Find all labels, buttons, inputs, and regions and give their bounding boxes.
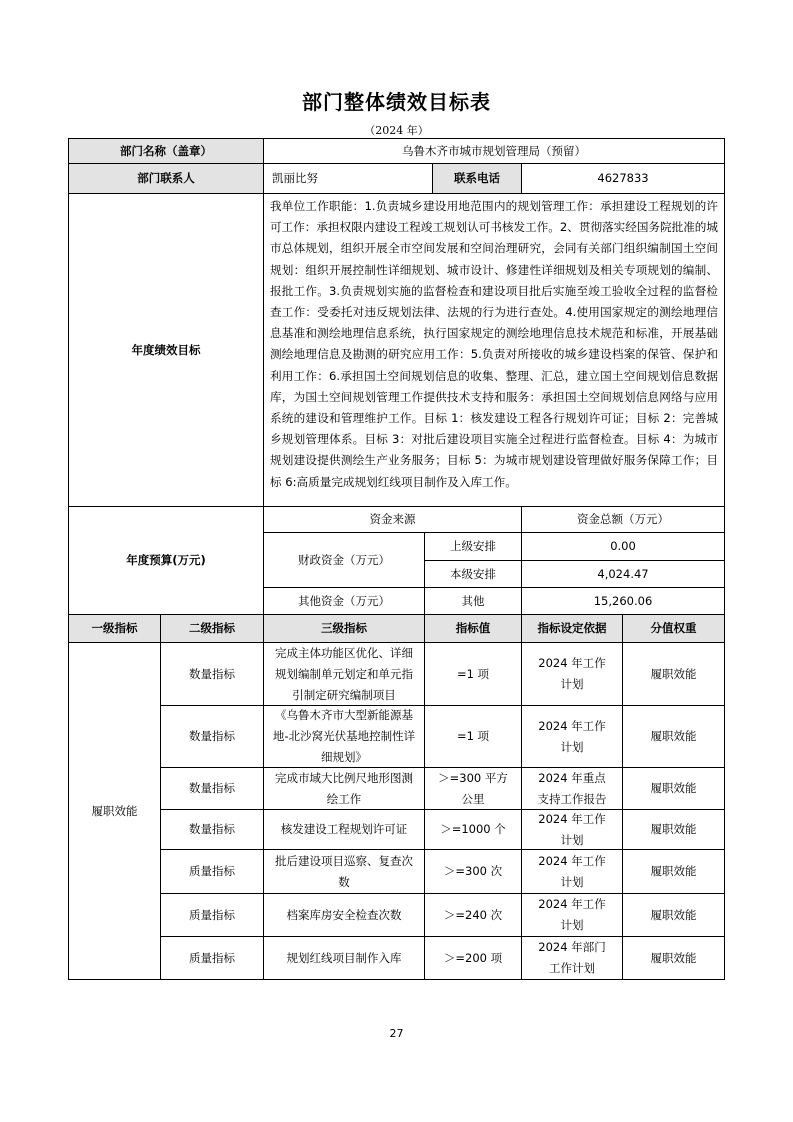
table-row-l3: 核发建设工程规划许可证 (263, 809, 425, 850)
budget-other-label: 其他资金（万元） (263, 587, 425, 615)
budget-source-header: 资金来源 (263, 506, 522, 533)
budget-upper-value: 0.00 (521, 532, 725, 561)
table-row-l2: 数量指标 (160, 809, 264, 850)
indicator-header-weight: 分值权重 (622, 614, 725, 643)
goal-text (263, 193, 725, 507)
table-row-l2: 质量指标 (160, 936, 264, 980)
table-row-weight: 履职效能 (622, 809, 725, 850)
goal-label: 年度绩效目标 (68, 193, 264, 507)
table-row-basis: 2024 年工作计划 (521, 893, 623, 937)
table-row-value: ＞=300 次 (424, 849, 522, 894)
budget-label: 年度预算(万元) (68, 506, 264, 615)
table-row-l2: 质量指标 (160, 849, 264, 894)
contact-label: 部门联系人 (68, 163, 264, 194)
page-number: 27 (389, 1027, 404, 1040)
table-row-weight: 履职效能 (622, 767, 725, 810)
dept-name-label: 部门名称（盖章） (68, 138, 264, 164)
indicator-header-basis: 指标设定依据 (521, 614, 623, 643)
indicator-level1: 履职效能 (68, 642, 161, 980)
budget-other-value: 15,260.06 (521, 587, 725, 615)
contact-value: 凯丽比努 (263, 163, 433, 194)
table-row-l3: 完成主体功能区优化、详细规划编制单元划定和单元指引制定研究编制项目 (263, 642, 425, 706)
table-row-l3: 批后建设项目巡察、复查次数 (263, 849, 425, 894)
table-row-weight: 履职效能 (622, 642, 725, 706)
indicator-header-l1: 一级指标 (68, 614, 161, 643)
budget-other-sub: 其他 (424, 587, 522, 615)
table-row-basis: 2024 年工作计划 (521, 642, 623, 706)
page-title: 部门整体绩效目标表 (302, 90, 491, 114)
table-row-value: ＞=1000 个 (424, 809, 522, 850)
table-row-value: =1 项 (424, 642, 522, 706)
budget-upper-label: 上级安排 (424, 532, 522, 561)
table-row-l2: 数量指标 (160, 767, 264, 810)
budget-total-header: 资金总额（万元） (521, 506, 725, 533)
phone-label: 联系电话 (432, 163, 522, 194)
table-row-basis: 2024 年工作计划 (521, 849, 623, 894)
table-row-l2: 数量指标 (160, 705, 264, 768)
dept-name-value: 乌鲁木齐市城市规划管理局（预留） (263, 138, 725, 164)
goal-text-content: 我单位工作职能：1.负责城乡建设用地范围内的规划管理工作：承担建设工程规划的许可工作：承担权限内建设工程竣工规划认可书核发工作。2、贯彻落实经国务院批准的城市总体规划，组织开展全市空间发展和空间治理研究，会同有关部门组织编制国土空间规划：组织开展控制性详细规划、城市设计、修建性详细规划及相关专项规划的编制、报批工作。3.负责规划实施的监督检查和建设项目批后实施至竣工验收全过程的监督检查工作：受委托对违反规划法律、法规的行为进行查处。4.使用国家规定的测绘地理信息基准和测绘地理信息系统，执行国家规定的测绘地理信息技术规范和标准，开展基础测绘地理信息及勘测的研究应用工作：5.负责对所接收的城乡建设档案的保管、保护和利用工作：6.承担国土空间规划信息的收集、整理、汇总，建立国土空间规划信息数据库，为国土空间规划管理工作提供技术支持和服务：承担国土空间规划信息网络与应用系统的建设和管理维护工作。目标 1：核发建设工程各行规划许可证；目标 2：完善城乡规划管理体系。目标 3：对批后建设项目实施全过程进行监督检查。目标 4：为城市规划建设提供测绘生产业务服务；目标 5：为城市规划建设管理做好服务保障工作；目标 6:高质量完成规划红线项目制作及入库工作。 (270, 199, 718, 489)
indicator-header-l2: 二级指标 (160, 614, 264, 643)
table-row-l2: 数量指标 (160, 642, 264, 706)
table-row-value: ＞=300 平方公里 (424, 767, 522, 810)
table-row-l2: 质量指标 (160, 893, 264, 937)
phone-value: 4627833 (521, 163, 725, 194)
table-row-l3: 规划红线项目制作入库 (263, 936, 425, 980)
table-row-weight: 履职效能 (622, 849, 725, 894)
table-row-weight: 履职效能 (622, 893, 725, 937)
table-row-l3: 档案库房安全检查次数 (263, 893, 425, 937)
table-row-weight: 履职效能 (622, 705, 725, 768)
table-row-basis: 2024 年工作计划 (521, 809, 623, 850)
table-row-value: ＞=240 次 (424, 893, 522, 937)
budget-fiscal-label: 财政资金（万元） (263, 532, 425, 588)
table-row-value: =1 项 (424, 705, 522, 768)
year-label: （2024 年） (364, 124, 429, 137)
table-row-weight: 履职效能 (622, 936, 725, 980)
indicator-header-l3: 三级指标 (263, 614, 425, 643)
table-row-basis: 2024 年重点支持工作报告 (521, 767, 623, 810)
table-row-basis: 2024 年工作计划 (521, 705, 623, 768)
table-row-l3: 完成市域大比例尺地形图测绘工作 (263, 767, 425, 810)
table-row-basis: 2024 年部门工作计划 (521, 936, 623, 980)
table-row-l3: 《乌鲁木齐市大型新能源基地-北沙窝光伏基地控制性详细规划》 (263, 705, 425, 768)
table-row-value: ＞=200 项 (424, 936, 522, 980)
indicator-header-value: 指标值 (424, 614, 522, 643)
budget-local-label: 本级安排 (424, 560, 522, 588)
budget-local-value: 4,024.47 (521, 560, 725, 588)
